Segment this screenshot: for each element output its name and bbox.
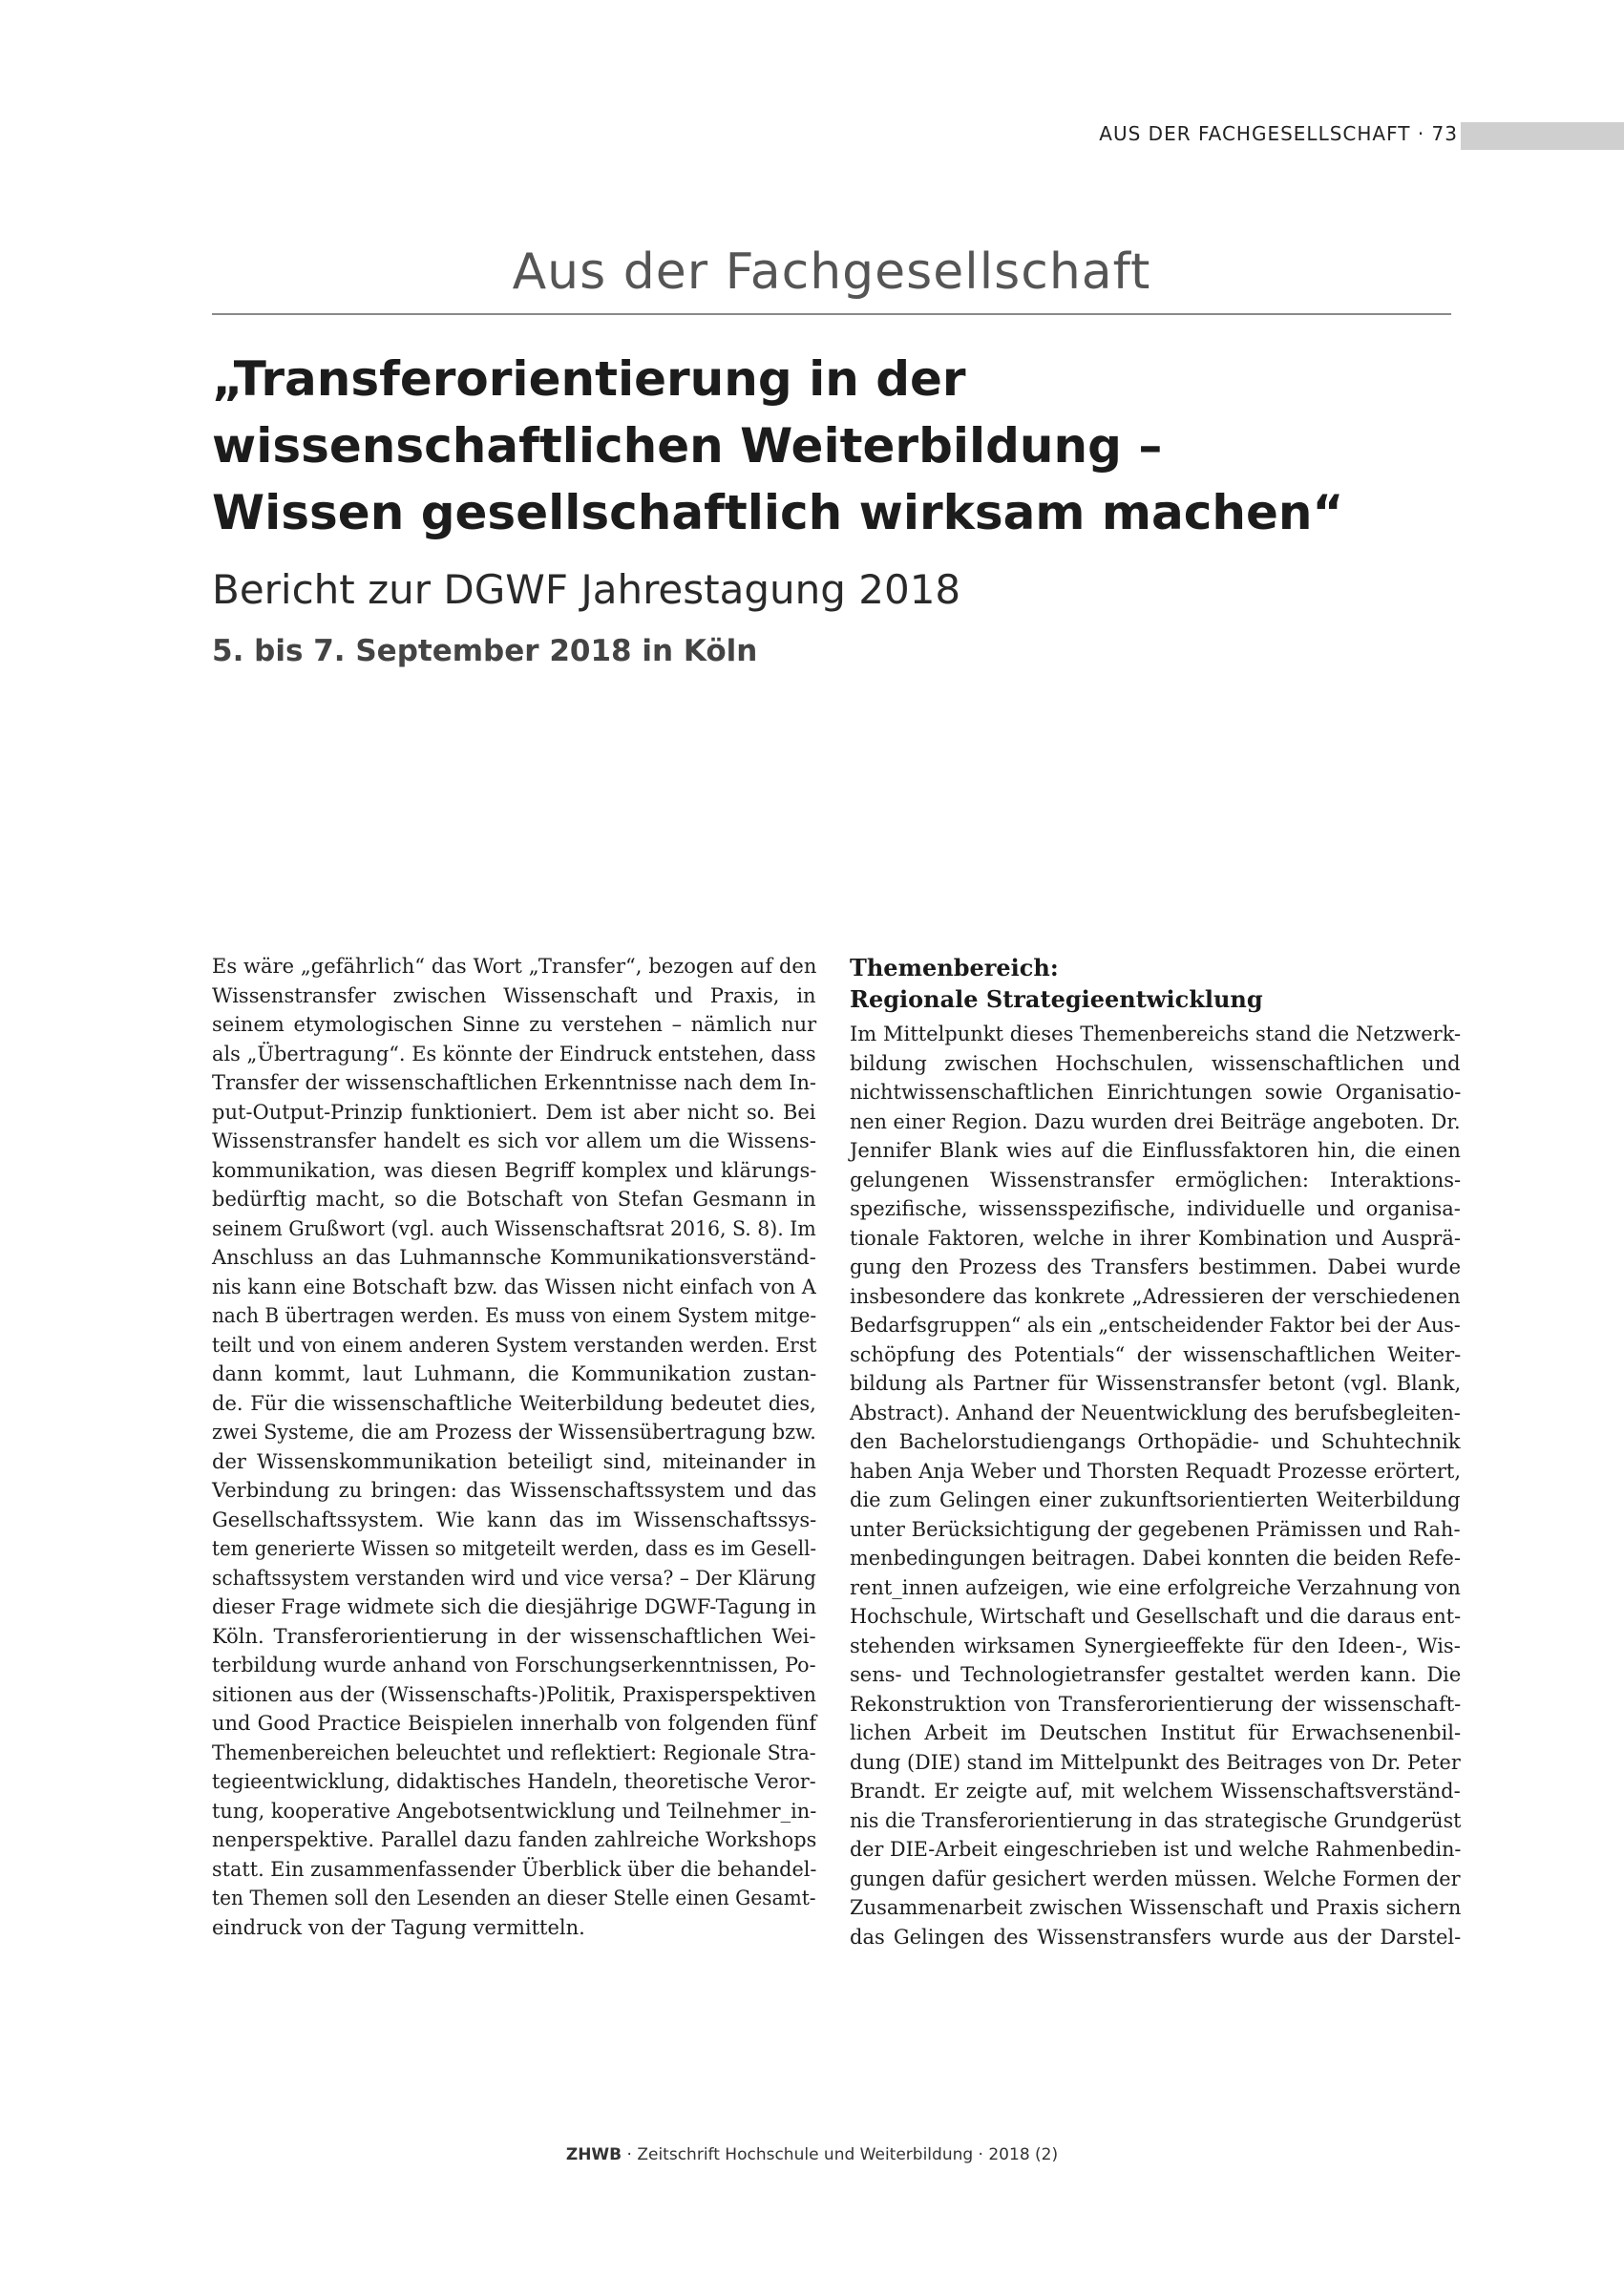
text-line: sitionen aus der (Wissenschafts-)Politik, Praxisperspektiven xyxy=(212,1682,816,1706)
text-line: Wissenstransfer handelt es sich vor allem um die Wissens- xyxy=(212,1129,816,1152)
text-line: das Gelingen des Wissenstransfers wurde aus der Darstel- xyxy=(850,1925,1462,1949)
text-line: die zum Gelingen einer zukunftsorientierten Weiterbildung xyxy=(850,1488,1461,1511)
article-title-line: wissenschaftlichen Weiterbildung – xyxy=(212,418,1163,474)
text-line: kommunikation, was diesen Begriff komplex und klärungs- xyxy=(212,1158,817,1182)
text-line: nis die Transferorientierung in das strategische Grundgerüst xyxy=(850,1808,1462,1832)
text-line: bildung als Partner für Wissenstransfer betont (vgl. Blank, xyxy=(850,1372,1462,1395)
text-line: tionale Faktoren, welche in ihrer Kombination und Ausprä- xyxy=(850,1226,1461,1250)
text-line: Es wäre „gefährlich“ das Wort „Transfer“, bezogen auf den xyxy=(212,955,817,978)
text-line: schaftssystem verstanden wird und vice versa? – Der Klärung xyxy=(212,1566,816,1590)
text-line: tegieentwicklung, didaktisches Handeln, theoretische Veror- xyxy=(212,1770,816,1793)
text-line: gung den Prozess des Transfers bestimmen. Dabei wurde xyxy=(850,1255,1462,1278)
text-line: Gesellschaftssystem. Wie kann das im Wissenschaftssys- xyxy=(212,1508,817,1531)
text-line: bildung zwischen Hochschulen, wissenschaftlichen und xyxy=(850,1051,1461,1075)
text-line: unter Berücksichtigung der gegebenen Prämissen und Rah- xyxy=(850,1517,1461,1541)
text-line: Hochschule, Wirtschaft und Gesellschaft und die daraus ent- xyxy=(850,1605,1462,1628)
text-line: bedürftig macht, so die Botschaft von Stefan Gesmann in xyxy=(212,1188,816,1211)
text-line: als „Übertragung“. Es könnte der Eindruck entstehen, dass xyxy=(212,1042,816,1065)
text-line: teilt und von einem anderen System verstanden werden. Erst xyxy=(212,1333,817,1357)
text-line: put-Output-Prinzip funktioniert. Dem ist aber nicht so. Bei xyxy=(212,1100,816,1124)
text-line: Zusammenarbeit zwischen Wissenschaft und Praxis sichern xyxy=(850,1896,1462,1919)
text-line: statt. Ein zusammenfassender Überblick über die behandel- xyxy=(212,1857,817,1881)
text-line: Wissenstransfer zwischen Wissenschaft und Praxis, in xyxy=(212,983,816,1007)
article-title-line: „Transferorientierung in der xyxy=(212,351,966,407)
text-line: eindruck von der Tagung vermitteln. xyxy=(212,1915,585,1939)
article-title-line: Wissen gesellschaftlich wirksam machen“ xyxy=(212,485,1344,540)
text-line: tung, kooperative Angebotsentwicklung und Teilnehmer_in- xyxy=(212,1799,817,1823)
text-line: und Good Practice Beispielen innerhalb von folgenden fünf xyxy=(212,1712,817,1735)
text-line: der DIE-Arbeit eingeschrieben ist und welche Rahmenbedin- xyxy=(850,1838,1462,1861)
left-column xyxy=(212,952,816,1942)
text-line: terbildung wurde anhand von Forschungserkenntnissen, Po- xyxy=(212,1654,816,1677)
text-line: seinem Grußwort (vgl. auch Wissenschaftsrat 2016, S. 8). Im xyxy=(212,1216,816,1240)
text-line: schöpfung des Potentials“ der wissenschaftlichen Weiter- xyxy=(850,1342,1462,1366)
section-divider xyxy=(212,313,1451,315)
text-line: dieser Frage widmete sich die diesjährige DGWF-Tagung in xyxy=(212,1595,817,1618)
text-line: ten Themen soll den Lesenden an dieser Stelle einen Gesamt- xyxy=(212,1887,816,1909)
article-title xyxy=(212,346,1451,546)
text-line: tem generierte Wissen so mitgeteilt werden, dass es im Gesell- xyxy=(212,1537,817,1560)
text-line: Anschluss an das Luhmannsche Kommunikationsverständ- xyxy=(212,1246,816,1269)
text-line: Jennifer Blank wies auf die Einflussfaktoren hin, die einen xyxy=(850,1139,1461,1162)
text-line: nis kann eine Botschaft bzw. das Wissen nicht einfach von A xyxy=(212,1275,816,1298)
text-line: Verbindung zu bringen: das Wissenschaftssystem und das xyxy=(212,1479,817,1502)
text-line: nen einer Region. Dazu wurden drei Beiträge angeboten. Dr. xyxy=(850,1109,1461,1133)
page-footer xyxy=(0,2145,1624,2164)
text-line: sens- und Technologietransfer gestaltet werden kann. Die xyxy=(850,1663,1462,1686)
text-line: Im Mittelpunkt dieses Themenbereichs stand die Netzwerk- xyxy=(850,1023,1462,1045)
text-line: rent_innen aufzeigen, wie eine erfolgreiche Verzahnung von xyxy=(850,1575,1461,1599)
text-line: menbedingungen beitragen. Dabei konnten die beiden Refe- xyxy=(850,1547,1461,1570)
text-line: haben Anja Weber und Thorsten Requadt Prozesse erörtert, xyxy=(850,1459,1462,1483)
text-line: dann kommt, laut Luhmann, die Kommunikation zustan- xyxy=(212,1362,817,1385)
text-line: lichen Arbeit im Deutschen Institut für Erwachsenenbil- xyxy=(850,1721,1462,1744)
text-line: der Wissenskommunikation beteiligt sind, miteinander in xyxy=(212,1449,816,1473)
column-heading-line: Themenbereich: xyxy=(850,954,1059,981)
article-dateline: 5. bis 7. September 2018 in Köln xyxy=(212,634,758,668)
text-line: stehenden wirksamen Synergieeffekte für den Ideen-, Wis- xyxy=(850,1634,1461,1657)
running-head-bar xyxy=(1461,122,1624,150)
text-line: gelungenen Wissenstransfer ermöglichen: Interaktions- xyxy=(850,1168,1462,1192)
journal-abbreviation: ZHWB xyxy=(565,2145,622,2164)
text-line: gungen dafür gesichert werden müssen. Welche Formen der xyxy=(850,1867,1461,1890)
text-line: seinem etymologischen Sinne zu verstehen – nämlich nur xyxy=(212,1013,817,1036)
section-title: Aus der Fachgesellschaft xyxy=(512,243,1151,301)
text-line: Abstract). Anhand der Neuentwicklung des berufsbegleiten- xyxy=(850,1401,1461,1424)
text-line: Brandt. Er zeigte auf, mit welchem Wissenschaftsverständ- xyxy=(850,1780,1461,1803)
text-line: dung (DIE) stand im Mittelpunkt des Beitrages von Dr. Peter xyxy=(850,1750,1461,1774)
text-line: Themenbereichen beleuchtet und reflektiert: Regionale Stra- xyxy=(212,1740,816,1764)
text-line: insbesondere das konkrete „Adressieren der verschiedenen xyxy=(850,1284,1461,1308)
text-line: den Bachelorstudiengangs Orthopädie- und Schuhtechnik xyxy=(850,1430,1461,1453)
text-line: nenperspektive. Parallel dazu fanden zahlreiche Workshops xyxy=(212,1828,817,1851)
text-line: de. Für die wissenschaftliche Weiterbildung bedeutet dies, xyxy=(212,1391,816,1415)
text-line: Köln. Transferorientierung in der wissenschaftlichen Wei- xyxy=(212,1624,816,1648)
right-column-body xyxy=(850,1020,1461,1951)
text-line: spezifische, wissensspezifische, individuelle und organisa- xyxy=(850,1197,1461,1220)
text-line: zwei Systeme, die am Prozess der Wissensübertragung bzw. xyxy=(212,1421,816,1444)
text-line: Transfer der wissenschaftlichen Erkenntnisse nach dem In- xyxy=(212,1071,816,1094)
article-subtitle: Bericht zur DGWF Jahrestagung 2018 xyxy=(212,566,961,613)
journal-info: · Zeitschrift Hochschule und Weiterbildung · 2018 (2) xyxy=(622,2145,1059,2164)
column-heading-line: Regionale Strategieentwicklung xyxy=(850,985,1263,1013)
text-line: nichtwissenschaftlichen Einrichtungen sowie Organisatio- xyxy=(850,1081,1462,1104)
text-line: Rekonstruktion von Transferorientierung der wissenschaft- xyxy=(850,1692,1462,1716)
running-head: AUS DER FACHGESELLSCHAFT · 73 xyxy=(1099,122,1458,145)
right-column xyxy=(850,952,1461,1951)
text-line: Bedarfsgruppen“ als ein „entscheidender Faktor bei der Aus- xyxy=(850,1314,1461,1337)
text-line: nach B übertragen werden. Es muss von einem System mitge- xyxy=(212,1304,817,1327)
column-heading xyxy=(850,952,1461,1015)
